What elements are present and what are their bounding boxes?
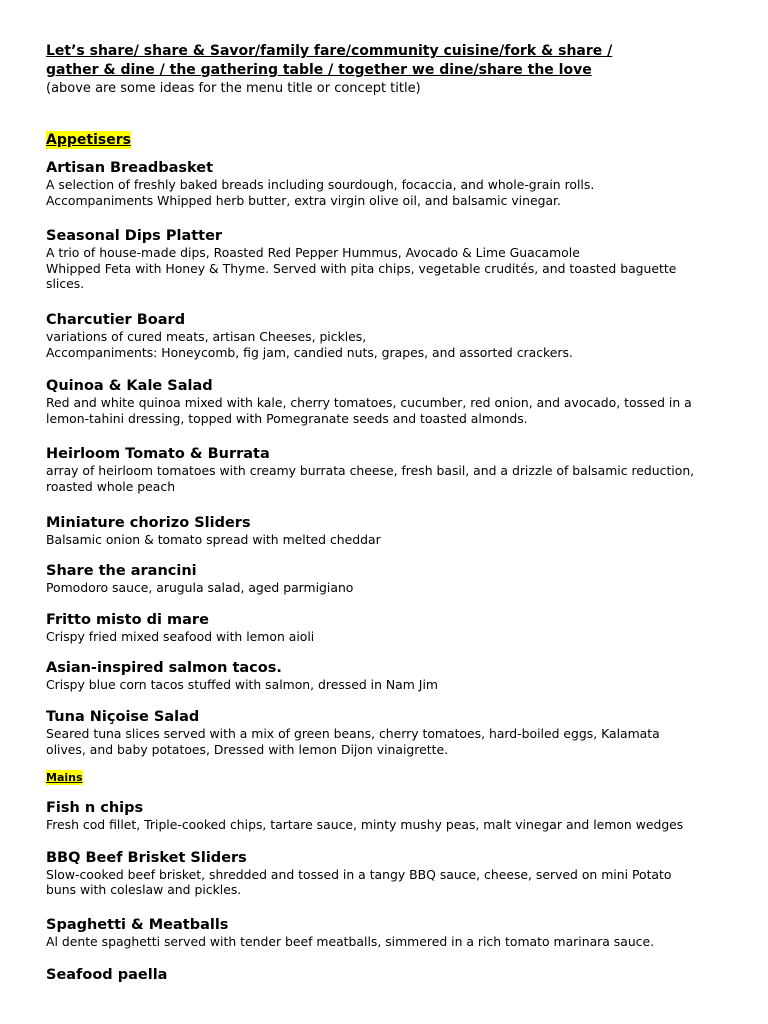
item-name: Seafood paella — [46, 967, 168, 984]
item-name: Charcutier Board — [46, 311, 186, 328]
item-description: array of heirloom tomatoes with creamy burrata cheese, fresh basil, and a drizzle of balsamic reduction, roasted whole peach — [46, 463, 695, 494]
menu-item — [46, 659, 736, 693]
item-description: Slow-cooked beef brisket, shredded and tossed in a tangy BBQ sauce, cheese, served on mini Potato buns with coleslaw and pickles. — [46, 866, 672, 898]
mains-section — [46, 770, 736, 785]
menu-item — [46, 799, 736, 833]
item-description: Balsamic onion & tomato spread with melted cheddar — [46, 531, 381, 547]
menu-item — [46, 966, 736, 984]
menu-title — [46, 42, 736, 80]
item-name: Fish n chips — [46, 800, 144, 817]
appetisers-heading: Appetisers — [46, 132, 131, 148]
item-name: Quinoa & Kale Salad — [46, 378, 213, 395]
appetisers-list — [46, 159, 736, 757]
item-name: Spaghetti & Meatballs — [46, 916, 229, 933]
item-description: Al dente spaghetti served with tender beef meatballs, simmered in a rich tomato marinara sauce. — [46, 933, 655, 949]
item-name: BBQ Beef Brisket Sliders — [46, 849, 247, 866]
menu-item — [46, 562, 736, 596]
item-description: variations of cured meats, artisan Cheeses, pickles, Accompaniments: Honeycomb, fig jam, candied nuts, grapes, and assorted crackers. — [46, 328, 573, 360]
item-name: Asian-inspired salmon tacos. — [46, 660, 282, 677]
item-description: Fresh cod fillet, Triple-cooked chips, tartare sauce, minty mushy peas, malt vinegar and lemon wedges — [46, 817, 684, 833]
menu-item — [46, 849, 736, 898]
item-name: Heirloom Tomato & Burrata — [46, 446, 270, 463]
menu-item — [46, 311, 736, 360]
menu-item — [46, 611, 736, 645]
appetisers-section — [46, 131, 736, 149]
mains-heading: Mains — [46, 771, 83, 785]
menu-title-line-1: Let’s share/ share & Savor/family fare/community cuisine/fork & share / — [46, 43, 613, 59]
item-description: Red and white quinoa mixed with kale, cherry tomatoes, cucumber, red onion, and avocado, tossed in a lemon-tahini dressing, topped with Pomegranate seeds and toasted almonds. — [46, 395, 692, 426]
item-description: Pomodoro sauce, arugula salad, aged parmigiano — [46, 580, 354, 596]
item-description: A selection of freshly baked breads including sourdough, focaccia, and whole-grain rolls. Accompaniments Whipped herb butter, extra virgin olive oil, and balsamic vinegar. — [46, 177, 595, 208]
item-description: A trio of house-made dips, Roasted Red Pepper Hummus, Avocado & Lime Guacamole Whipped Feta with Honey & Thyme. Served with pita chips, vegetable crudités, and toasted baguette slices. — [46, 245, 677, 292]
item-name: Tuna Niçoise Salad — [46, 708, 200, 725]
menu-item — [46, 445, 736, 494]
item-description: Crispy blue corn tacos stuffed with salmon, dressed in Nam Jim — [46, 677, 438, 693]
menu-document — [46, 42, 736, 984]
title-note: (above are some ideas for the menu title or concept title) — [46, 81, 421, 96]
item-name: Seasonal Dips Platter — [46, 228, 223, 245]
menu-item — [46, 708, 736, 757]
mains-list — [46, 799, 736, 984]
menu-title-line-2: gather & dine / the gathering table / together we dine/share the love — [46, 62, 592, 78]
menu-item — [46, 916, 736, 950]
item-name: Fritto misto di mare — [46, 611, 209, 628]
menu-item — [46, 514, 736, 548]
item-name: Miniature chorizo Sliders — [46, 514, 251, 531]
item-description: Crispy fried mixed seafood with lemon aioli — [46, 628, 315, 644]
item-description: Seared tuna slices served with a mix of green beans, cherry tomatoes, hard-boiled eggs, Kalamata olives, and baby potatoes, Dressed with lemon Dijon vinaigrette. — [46, 725, 660, 757]
menu-item — [46, 227, 736, 292]
menu-item — [46, 159, 736, 208]
item-name: Share the arancini — [46, 563, 197, 580]
item-name: Artisan Breadbasket — [46, 160, 214, 176]
menu-item — [46, 377, 736, 426]
